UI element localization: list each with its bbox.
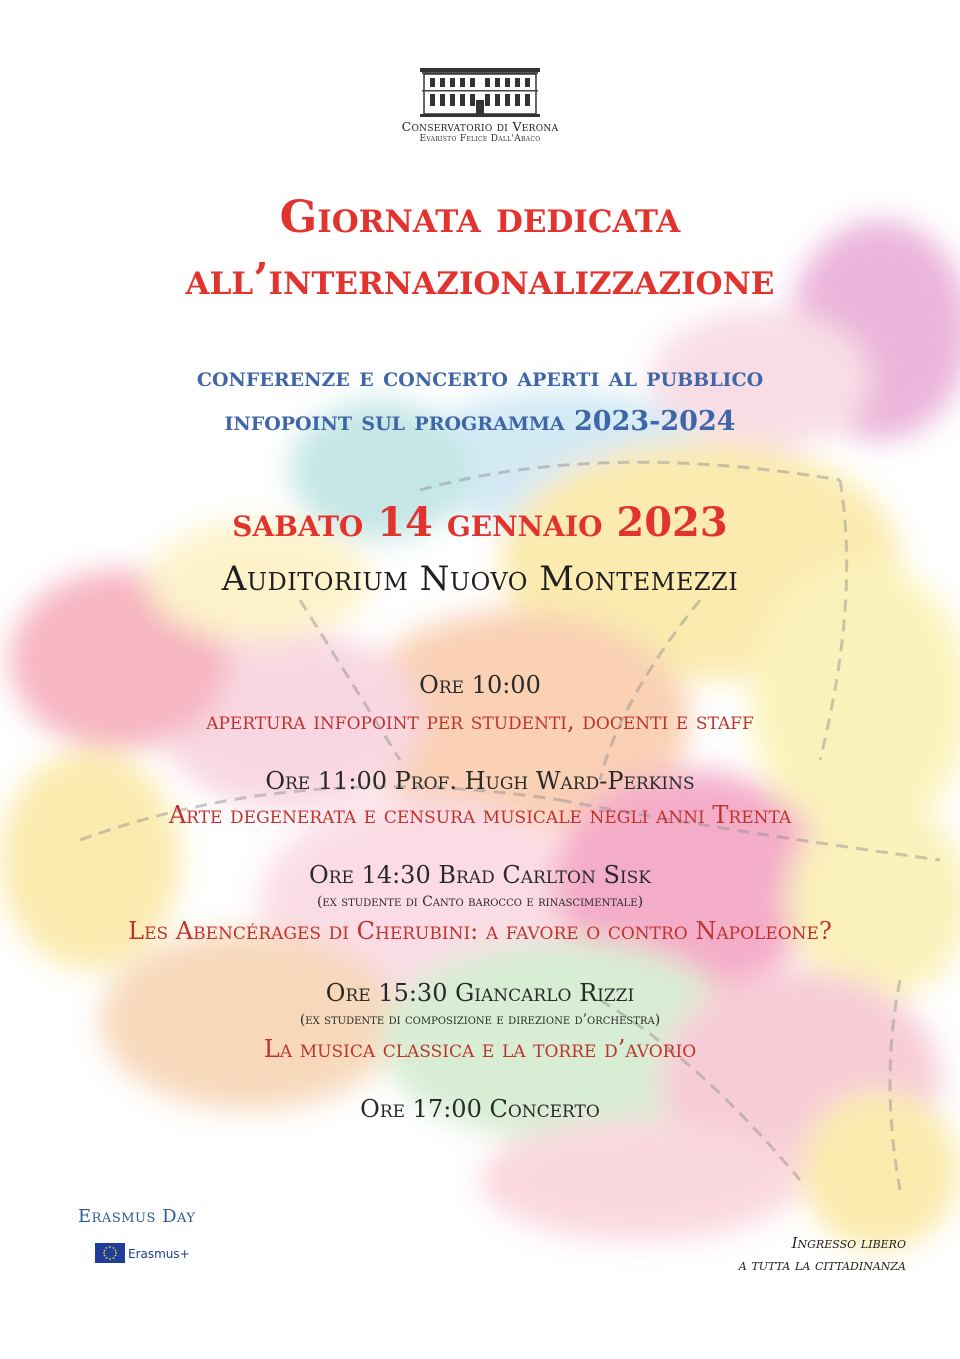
- eu-flag-icon: [95, 1243, 125, 1263]
- program-item-3-time: Ore 14:30 Brad Carlton Sisk: [309, 861, 651, 889]
- program-item-5-time: Ore 17:00 Concerto: [360, 1095, 600, 1123]
- program-item-1-title: apertura infopoint per studenti, docenti e staff: [206, 707, 754, 735]
- entry-free-line2: a tutta la cittadinanza: [738, 1256, 906, 1274]
- erasmus-plus-label: Erasmus+: [128, 1247, 190, 1261]
- entry-free-line1: Ingresso libero: [791, 1234, 906, 1252]
- event-title-line1: Giornata dedicata: [279, 192, 681, 243]
- subtitle-line2: infopoint sul programma 2023-2024: [224, 406, 736, 437]
- erasmus-day-label: Erasmus Day: [78, 1206, 196, 1227]
- event-title-line2: all’internazionalizzazione: [185, 254, 775, 305]
- program-item-2-time: Ore 11:00 Prof. Hugh Ward-Perkins: [265, 767, 695, 795]
- conservatory-building-icon: [418, 64, 542, 118]
- program-item-3-title: Les Abencérages di Cherubini: a favore o contro Napoleone?: [128, 917, 832, 945]
- program-item-2-title: Arte degenerata e censura musicale negli anni Trenta: [168, 801, 792, 829]
- event-venue: Auditorium Nuovo Montemezzi: [221, 559, 739, 599]
- subtitle-line1: conferenze e concerto aperti al pubblico: [196, 362, 764, 393]
- event-date: sabato 14 gennaio 2023: [232, 499, 728, 546]
- program-item-4-title: La musica classica e la torre d’avorio: [263, 1035, 697, 1063]
- program-item-3-note: (ex studente di Canto barocco e rinascimentale): [316, 894, 644, 910]
- program-item-1-time: Ore 10:00: [419, 671, 541, 699]
- program-item-4-note: (ex studente di composizione e direzione d’orchestra): [299, 1012, 661, 1028]
- institution-name: Conservatorio di Verona: [401, 119, 559, 134]
- institution-subname: Evaristo Felice Dall'Abaco: [419, 134, 541, 144]
- program-item-4-time: Ore 15:30 Giancarlo Rizzi: [325, 979, 635, 1007]
